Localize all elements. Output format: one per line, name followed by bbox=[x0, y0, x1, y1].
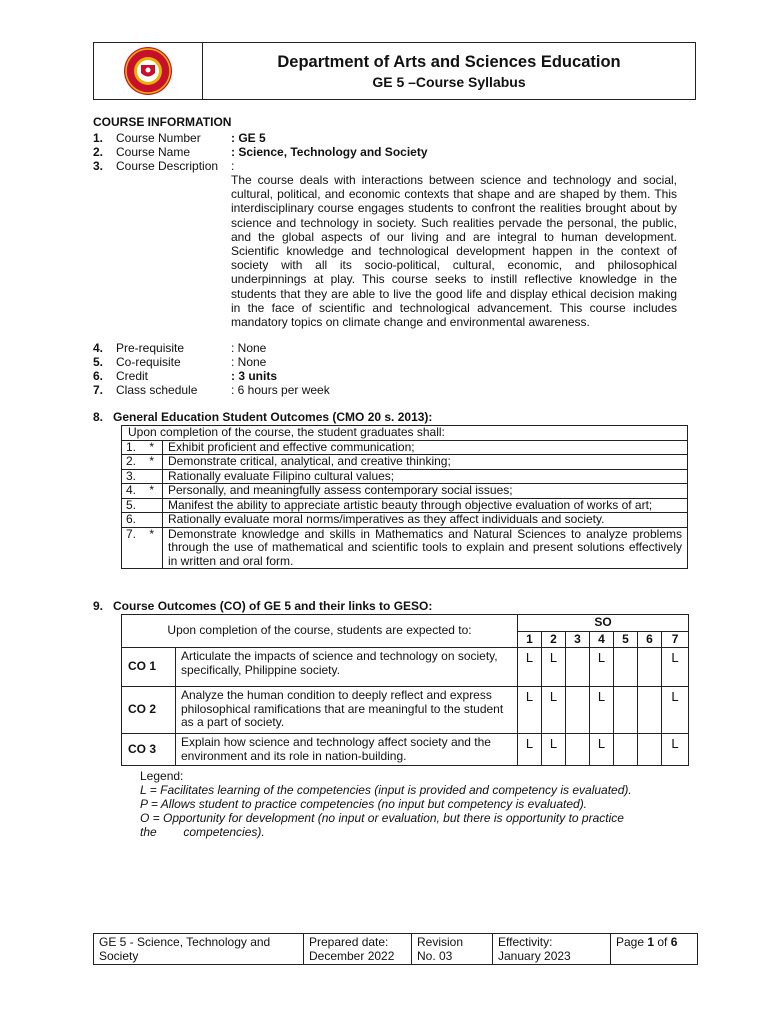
footer-prepared: Prepared date: December 2022 bbox=[304, 934, 412, 965]
legend-title: Legend: bbox=[140, 769, 184, 783]
table-row bbox=[122, 615, 689, 632]
table-row: CO 1 Articulate the impacts of science and technology on society, specifically, Philippine society. L L L L bbox=[122, 648, 689, 687]
table-row: CO 2 Analyze the human condition to deeply reflect and express philosophical ramifications that are meaningful to the student as a part of society. L L L L bbox=[122, 687, 689, 734]
geso-table bbox=[121, 425, 688, 569]
info-row-course-name: 2. Course Name : Science, Technology and Society bbox=[93, 145, 428, 159]
footer-effectivity: Effectivity: January 2023 bbox=[493, 934, 611, 965]
legend-l: L = Facilitates learning of the competencies (input is provided and competency is evaluated). bbox=[140, 783, 632, 797]
table-row: 5. Manifest the ability to appreciate artistic beauty through objective evaluation of works of art; bbox=[122, 498, 688, 513]
info-row-corequisite: 5. Co-requisite : None bbox=[93, 355, 267, 369]
table-row: 7. * Demonstrate knowledge and skills in Mathematics and Natural Sciences to analyze problems through the use of mathematical and scientific tools to explain and present solutions effectively in written and oral form. bbox=[122, 527, 688, 569]
footer-page-number: Page 1 of 6 bbox=[611, 934, 698, 965]
info-row-prerequisite: 4. Pre-requisite : None bbox=[93, 341, 267, 355]
course-info-heading: COURSE INFORMATION bbox=[93, 115, 232, 129]
legend-o: O = Opportunity for development (no input or evaluation, but there is opportunity to practice bbox=[140, 811, 624, 825]
legend bbox=[140, 769, 632, 839]
seal-icon bbox=[117, 45, 179, 97]
legend-o-cont: the competencies). bbox=[140, 825, 265, 839]
department-title: Department of Arts and Sciences Education bbox=[277, 52, 621, 71]
syllabus-subtitle: GE 5 –Course Syllabus bbox=[372, 73, 526, 90]
table-row: 3. Rationally evaluate Filipino cultural values; bbox=[122, 469, 688, 484]
info-row-class-schedule: 7. Class schedule : 6 hours per week bbox=[93, 383, 330, 397]
info-row-credit: 6. Credit : 3 units bbox=[93, 369, 278, 383]
co-intro: Upon completion of the course, students are expected to: bbox=[122, 615, 518, 648]
info-row-course-number: 1. Course Number : GE 5 bbox=[93, 131, 266, 145]
so-header: SO bbox=[518, 615, 689, 632]
table-row: 4. * Personally, and meaningfully assess contemporary social issues; bbox=[122, 484, 688, 499]
co-heading: 9. Course Outcomes (CO) of GE 5 and their links to GESO: bbox=[93, 599, 433, 613]
table-row: CO 3 Explain how science and technology affect society and the environment and its role in nation-building. L L L L bbox=[122, 734, 689, 766]
document-header bbox=[93, 42, 696, 100]
footer-course: GE 5 - Science, Technology and Society bbox=[94, 934, 304, 965]
table-row bbox=[94, 934, 698, 965]
co-table bbox=[121, 614, 689, 766]
table-row: 2. * Demonstrate critical, analytical, and creative thinking; bbox=[122, 455, 688, 470]
college-logo bbox=[94, 43, 203, 99]
geso-intro: Upon completion of the course, the student graduates shall: bbox=[122, 426, 688, 441]
info-row-course-description: 3. Course Description : bbox=[93, 159, 235, 173]
geso-heading: 8. General Education Student Outcomes (CMO 20 s. 2013): bbox=[93, 410, 433, 424]
table-row: 1. * Exhibit proficient and effective communication; bbox=[122, 440, 688, 455]
page-footer bbox=[93, 933, 698, 965]
table-row: 6. Rationally evaluate moral norms/imperatives as they affect individuals and society. bbox=[122, 513, 688, 528]
legend-p: P = Allows student to practice competencies (no input but competency is evaluated). bbox=[140, 797, 588, 811]
table-row: 1 2 3 4 5 6 7 bbox=[122, 631, 689, 648]
course-description-text: The course deals with interactions between science and technology and social, cultural, political, and economic contexts that shape and are shaped by them. This interdisciplinary course engages students to confront the realities brought about by science and technology in society. Such realities pervade the personal, the public, and the global aspects of our living and are integral to human development. Scientific knowledge and technological development happen in the context of society with all its socio-political, cultural, economic, and philosophical underpinnings at play. This course seeks to instill reflective knowledge in the students that they are able to live the good life and display ethical decision making in the face of scientific and technological advancement. This course includes mandatory topics on climate change and environmental awareness. bbox=[231, 173, 677, 330]
table-row bbox=[122, 426, 688, 441]
footer-revision: Revision No. 03 bbox=[412, 934, 493, 965]
